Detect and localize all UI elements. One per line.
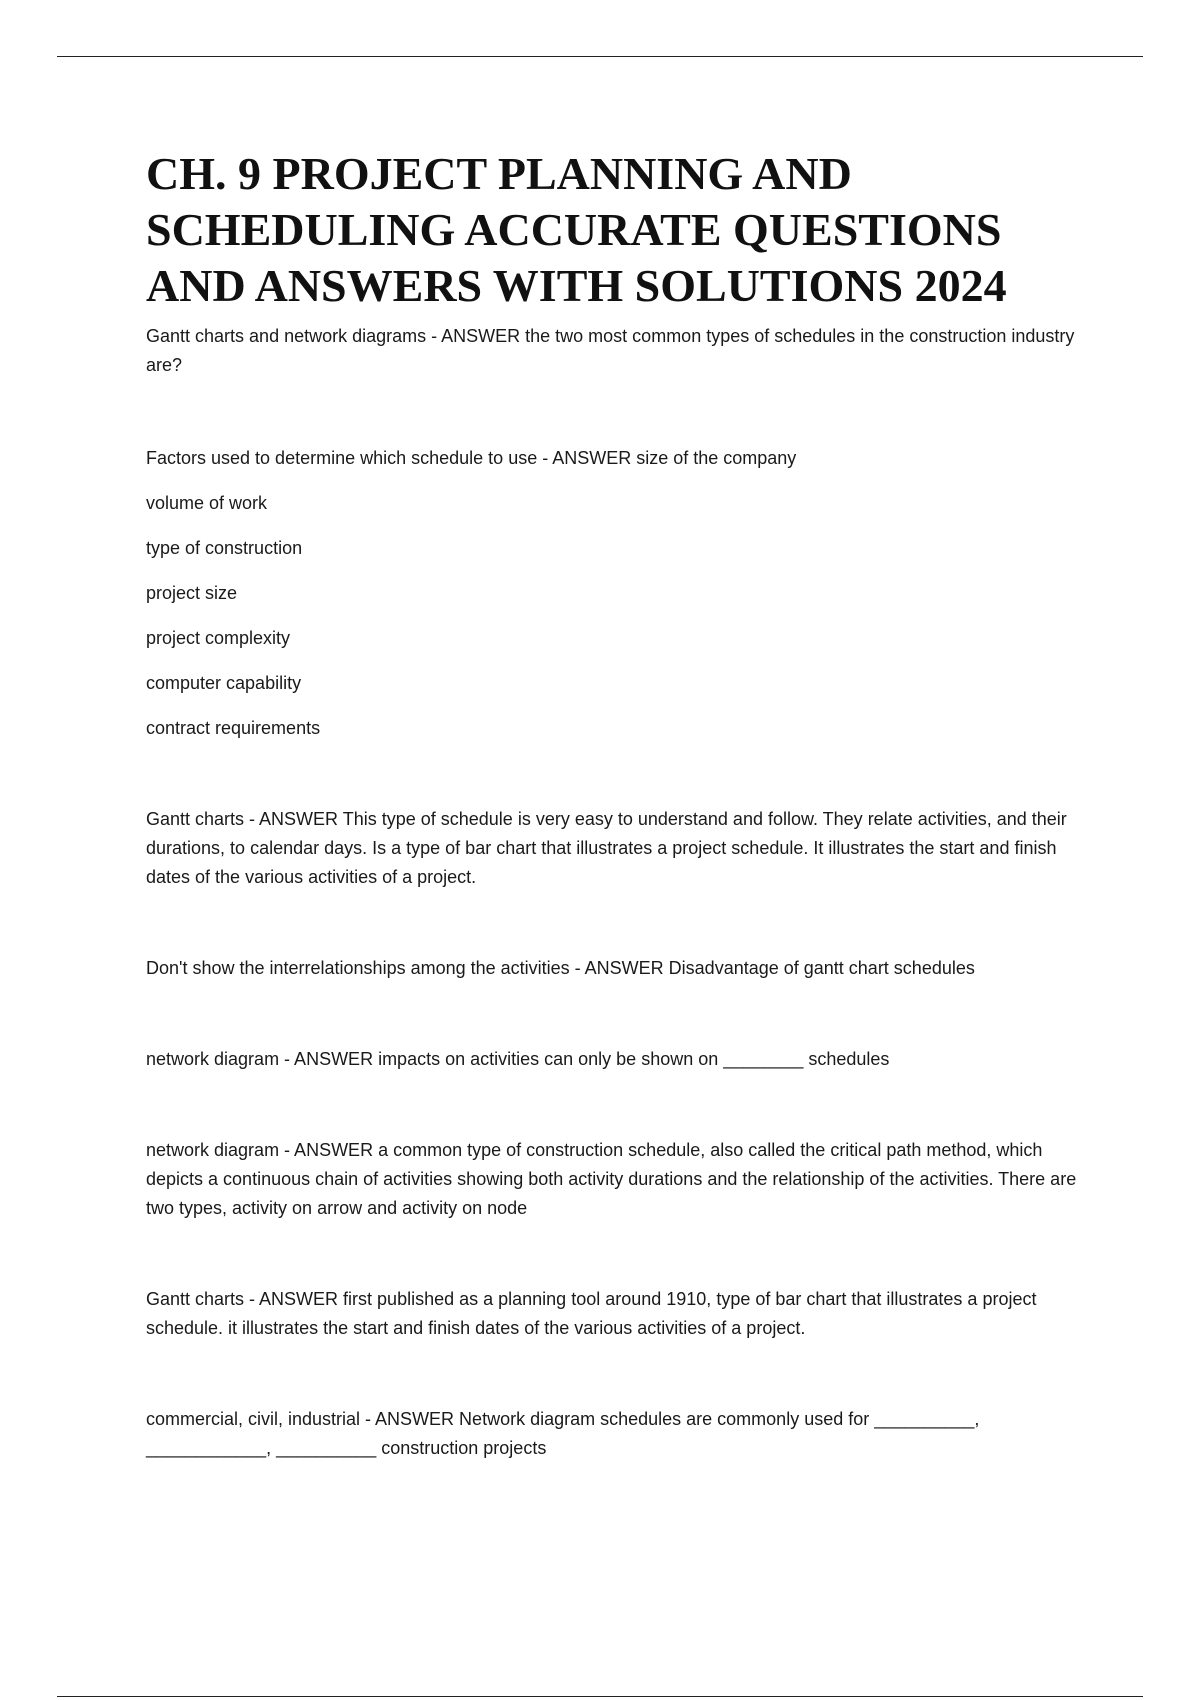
list-item: project complexity	[146, 628, 291, 648]
bottom-rule	[57, 1696, 1143, 1697]
qa-entry: network diagram - ANSWER a common type of construction schedule, also called the critical path method, which depicts a continuous chain of activities showing both activity durations and the relationship of the activities. There are two types, activity on arrow and activity on node	[146, 1140, 1077, 1218]
qa-entry: Gantt charts - ANSWER This type of schedule is very easy to understand and follow. They relate activities, and their durations, to calendar days. Is a type of bar chart that illustrates a project schedule. It illustrates the start and finish dates of the various activities of a project.	[146, 809, 1067, 887]
list-item: computer capability	[146, 673, 302, 693]
list-item: type of construction	[146, 538, 303, 558]
qa-entry: Don't show the interrelationships among the activities - ANSWER Disadvantage of gantt chart schedules	[146, 958, 975, 978]
list-item: volume of work	[146, 493, 268, 513]
qa-entry: Gantt charts - ANSWER first published as a planning tool around 1910, type of bar chart that illustrates a project schedule. it illustrates the start and finish dates of the various activities of a project.	[146, 1289, 1037, 1338]
document-body	[146, 146, 1104, 1463]
document-title: CH. 9 PROJECT PLANNING AND SCHEDULING ACCURATE QUESTIONS AND ANSWERS WITH SOLUTIONS 2024	[146, 148, 1007, 311]
qa-entry: commercial, civil, industrial - ANSWER Network diagram schedules are commonly used for __________, ____________, __________ construction projects	[146, 1409, 980, 1458]
top-rule	[57, 56, 1143, 57]
qa-entry: network diagram - ANSWER impacts on activities can only be shown on ________ schedules	[146, 1049, 890, 1069]
qa-entry: Factors used to determine which schedule to use - ANSWER size of the company	[146, 448, 797, 468]
qa-entry: Gantt charts and network diagrams - ANSWER the two most common types of schedules in the construction industry are?	[146, 326, 1075, 375]
list-item: contract requirements	[146, 718, 321, 738]
list-item: project size	[146, 583, 238, 603]
